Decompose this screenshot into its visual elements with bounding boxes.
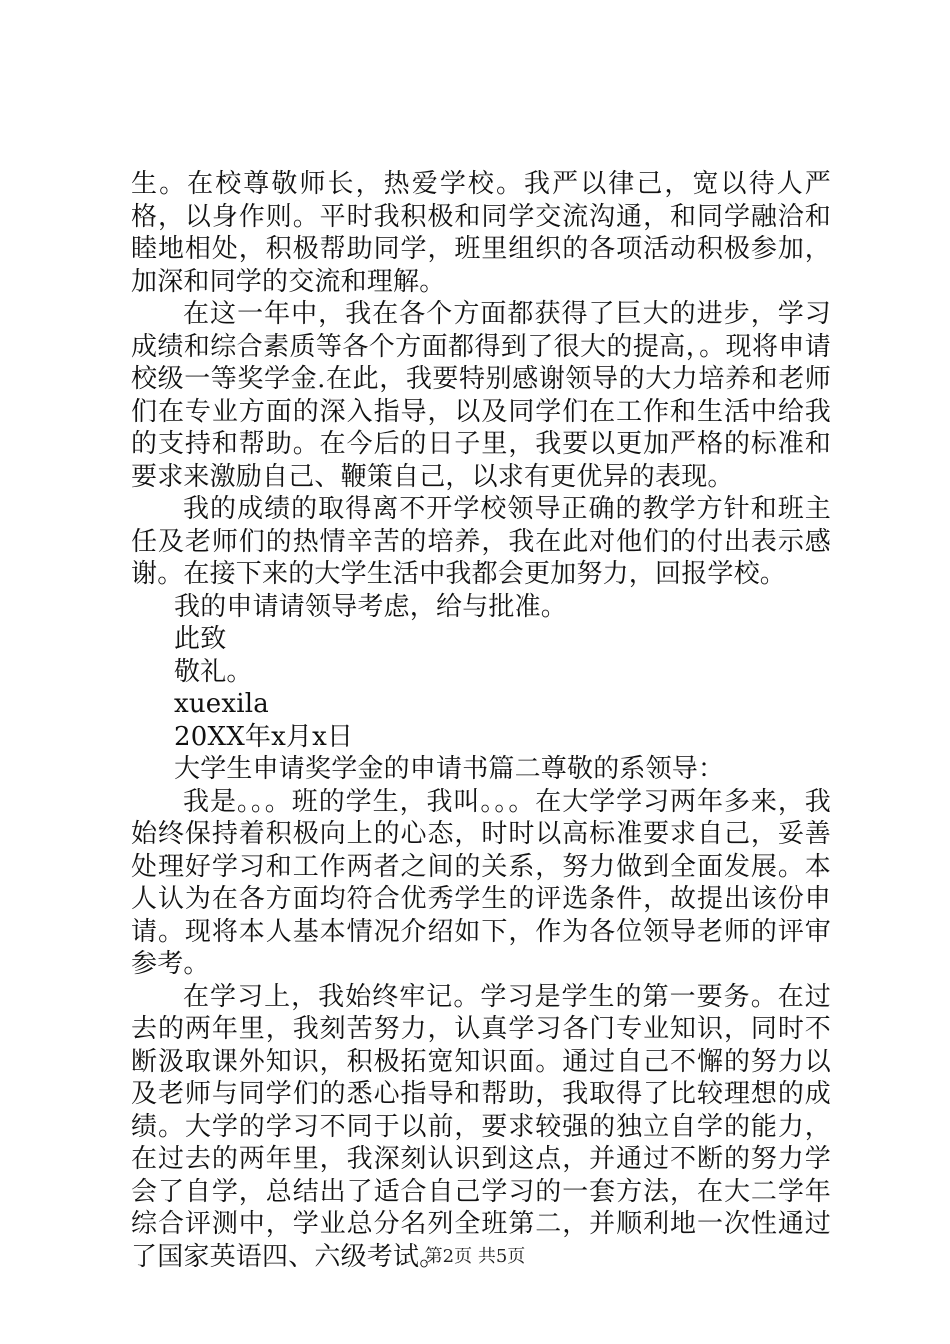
paragraph-study: 在学习上，我始终牢记。学习是学生的第一要务。在过去的两年里，我刻苦努力，认真学习各门专业知识，同时不断汲取课外知识，积极拓宽知识面。通过自己不懈的努力以及老师与同学们的悉心指导和帮助，我取得了比较理想的成绩。大学的学习不同于以前，要求较强的独立自学的能力，在过去的两年里，我深刻认识到这点，并通过不断的努力学会了自学，总结出了适合自己学习的一套方法，在大二学年综合评测中，学业总分名列全班第二，并顺利地一次性通过了国家英语四、六级考试。 xyxy=(131,981,831,1272)
paragraph-continuation: 生。在校尊敬师长，热爱学校。我严以律己，宽以待人严格，以身作则。平时我积极和同学交流沟通，和同学融洽和睦地相处，积极帮助同学，班里组织的各项活动积极参加，加深和同学的交流和理解。 xyxy=(131,169,831,297)
request-line: 我的申请请领导考虑，给与批准。 xyxy=(174,591,568,622)
paragraph-introduction: 我是。。。班的学生，我叫。。。在大学学习两年多来，我始终保持着积极向上的心态，时时以高标准要求自己，妥善处理好学习和工作两者之间的关系，努力做到全面发展。本人认为在各方面均符合优秀学生的评选条件，故提出该份申请。现将本人基本情况介绍如下，作为各位领导老师的评审参考。 xyxy=(131,786,831,979)
page-number-footer: 第2页 共5页 xyxy=(424,1246,526,1267)
salutation-jingli: 敬礼。 xyxy=(174,656,253,687)
signature-date: 20XX年x月x日 xyxy=(174,721,354,752)
paragraph-thanks: 我的成绩的取得离不开学校领导正确的教学方针和班主任及老师们的热情辛苦的培养，我在此对他们的付出表示感谢。在接下来的大学生活中我都会更加努力，回报学校。 xyxy=(131,494,831,589)
document-body xyxy=(131,168,831,1273)
section-heading-part-two: 大学生申请奖学金的申请书篇二尊敬的系领导： xyxy=(174,754,725,784)
salutation-cizhi: 此致 xyxy=(174,624,227,654)
paragraph-progress: 在这一年中，我在各个方面都获得了巨大的进步，学习成绩和综合素质等各个方面都得到了很大的提高，。现将申请校级一等奖学金.在此，我要特别感谢领导的大力培养和老师们在专业方面的深入指导，以及同学们在工作和生活中给我的支持和帮助。在今后的日子里，我要以更加严格的标准和要求来激励自己、鞭策自己，以求有更优异的表现。 xyxy=(131,299,831,492)
signature-name: xuexila xyxy=(174,689,269,719)
